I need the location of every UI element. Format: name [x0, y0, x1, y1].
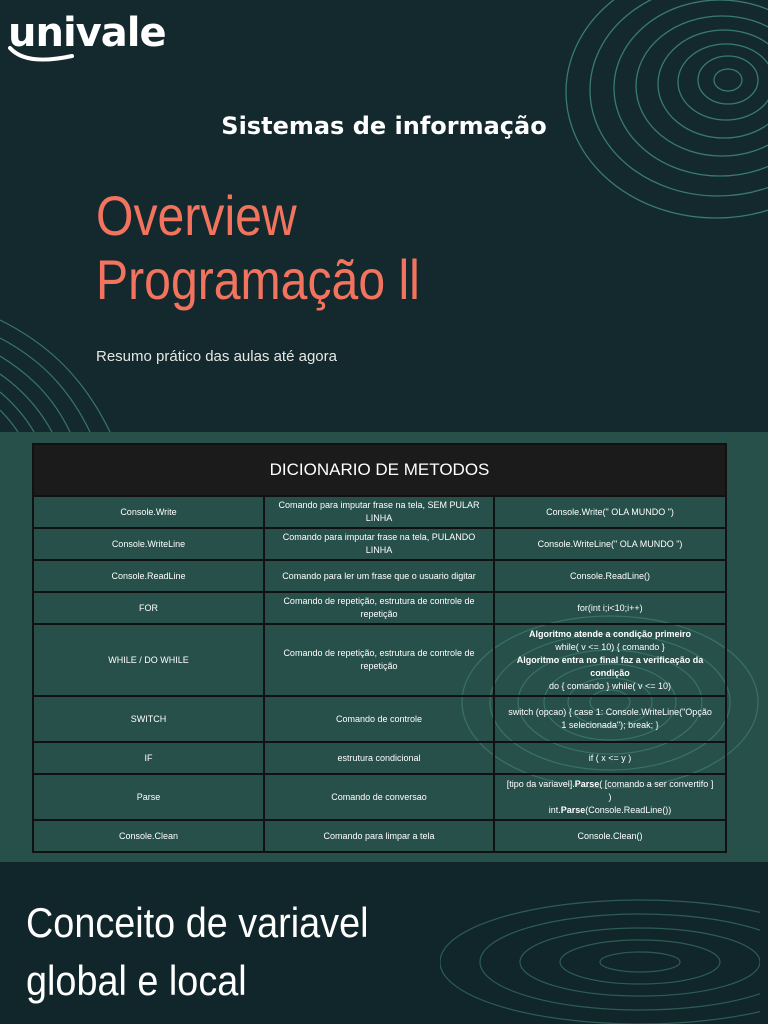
table-row: [33, 696, 726, 742]
description-cell: Comando para limpar a tela: [264, 820, 494, 852]
example-part: [tipo da variavel].: [506, 778, 575, 789]
description-cell: Comando para imputar frase na tela, SEM PULAR LINHA: [264, 496, 494, 528]
section-heading-line-2: global e local: [26, 957, 247, 1004]
example-cell: [494, 774, 726, 820]
example-cell: Console.Write(" OLA MUNDO "): [494, 496, 726, 528]
description-cell: estrutura condicional: [264, 742, 494, 774]
section-heading: [26, 894, 368, 1010]
univale-logo: univale: [8, 10, 166, 56]
table-title: DICIONARIO DE METODOS: [33, 444, 726, 496]
method-cell: Console.WriteLine: [33, 528, 264, 560]
example-cell: Console.Clean(): [494, 820, 726, 852]
example-part: (Console.ReadLine()): [585, 804, 672, 815]
table-row: [33, 774, 726, 820]
method-cell: IF: [33, 742, 264, 774]
example-part: ( [comando a ser convertifo ] ): [599, 778, 714, 802]
title-line-1: Overview: [96, 184, 297, 247]
description-cell: Comando de controle: [264, 696, 494, 742]
topographic-lines-bottom-right: [440, 862, 760, 1024]
table-row: [33, 528, 726, 560]
logo-swoosh-icon: [6, 44, 76, 66]
method-cell: Console.Clean: [33, 820, 264, 852]
description-cell: Comando de repetição, estrutura de controle de repetição: [264, 592, 494, 624]
example-cell: switch (opcao) { case 1: Console.WriteLine("Opção 1 selecionada"); break; }: [494, 696, 726, 742]
example-line-2: while( v <= 10) { comando }: [555, 641, 665, 652]
method-cell: WHILE / DO WHILE: [33, 624, 264, 696]
page-title: [96, 184, 420, 312]
method-cell: SWITCH: [33, 696, 264, 742]
method-cell: Console.Write: [33, 496, 264, 528]
section-heading-line-1: Conceito de variavel: [26, 899, 369, 946]
title-line-2: Programação ll: [96, 248, 420, 311]
example-part: int.: [548, 804, 561, 815]
example-cell: Console.WriteLine(" OLA MUNDO "): [494, 528, 726, 560]
description-cell: Comando de conversao: [264, 774, 494, 820]
example-cell: for(int i;i<10;i++): [494, 592, 726, 624]
table-row: [33, 742, 726, 774]
table-row: [33, 560, 726, 592]
description-cell: Comando de repetição, estrutura de controle de repetição: [264, 624, 494, 696]
hero-section: [0, 0, 768, 432]
page-subtitle: Resumo prático das aulas até agora: [96, 348, 337, 365]
description-cell: Comando para imputar frase na tela, PULANDO LINHA: [264, 528, 494, 560]
footer-section: [0, 862, 768, 1024]
example-part: Parse: [574, 778, 600, 789]
method-cell: Parse: [33, 774, 264, 820]
example-cell: if ( x <= y ): [494, 742, 726, 774]
method-cell: FOR: [33, 592, 264, 624]
example-part: Parse: [560, 804, 586, 815]
example-line-1: Algoritmo atende a condição primeiro: [529, 628, 692, 639]
example-line-3: Algoritmo entra no final faz a verificação da condição: [516, 654, 704, 678]
example-cell: Console.ReadLine(): [494, 560, 726, 592]
methods-dictionary-table: [32, 443, 727, 853]
table-row: [33, 624, 726, 696]
example-line-4: do { comando } while( v <= 10): [548, 680, 672, 691]
topographic-lines-left: [0, 310, 140, 432]
course-subject: Sistemas de informação: [221, 112, 547, 140]
method-cell: Console.ReadLine: [33, 560, 264, 592]
table-row: [33, 820, 726, 852]
example-cell: [494, 624, 726, 696]
description-cell: Comando para ler um frase que o usuario digitar: [264, 560, 494, 592]
table-row: [33, 496, 726, 528]
table-row: [33, 592, 726, 624]
